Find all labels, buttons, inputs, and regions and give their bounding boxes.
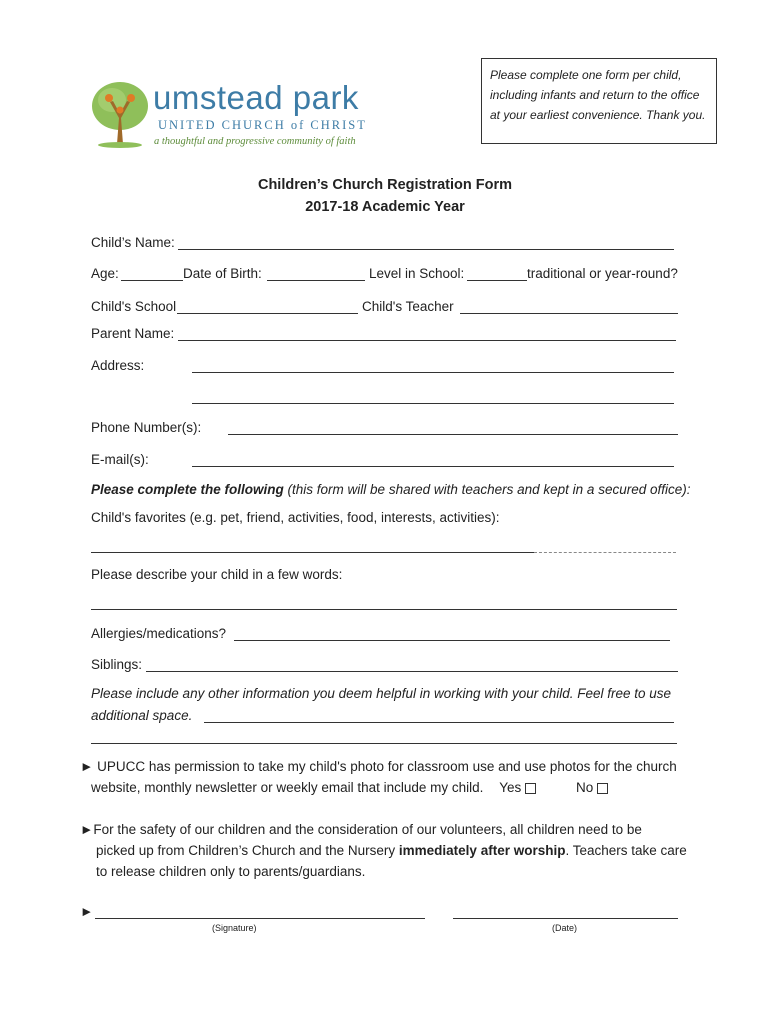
allergies-label: Allergies/medications? bbox=[91, 626, 227, 641]
other-info-line2: additional space. bbox=[91, 708, 193, 723]
photo-no-label: No bbox=[575, 780, 594, 795]
safety-line3: to release children only to parents/guardians. bbox=[96, 864, 366, 879]
photo-permission-line1: ► UPUCC has permission to take my child's photo for classroom use and use photos for the church bbox=[80, 759, 677, 774]
safety-line1: ►For the safety of our children and the consideration of our volunteers, all children need to be bbox=[80, 822, 642, 837]
form-title-line1: Children’s Church Registration Form bbox=[257, 177, 513, 193]
teacher-label: Child's Teacher bbox=[362, 299, 454, 314]
form-title-line2: 2017-18 Academic Year bbox=[305, 199, 465, 215]
photo-permission-text: website, monthly newsletter or weekly email that include my child. bbox=[91, 780, 484, 795]
photo-yes-label: Yes bbox=[499, 780, 522, 795]
following-bold: Please complete the following bbox=[91, 482, 284, 497]
describe-field[interactable] bbox=[91, 609, 677, 610]
date-caption: (Date) bbox=[552, 923, 578, 933]
favorites-field[interactable] bbox=[91, 552, 534, 553]
phone-field[interactable] bbox=[228, 434, 678, 435]
siblings-label: Siblings: bbox=[91, 657, 143, 672]
other-info-field-line1[interactable] bbox=[204, 722, 674, 723]
address-field-line2[interactable] bbox=[192, 403, 674, 404]
photo-yes-checkbox[interactable] bbox=[525, 783, 536, 794]
siblings-field[interactable] bbox=[146, 671, 678, 672]
email-label: E-mail(s): bbox=[91, 452, 149, 467]
child-name-label: Child’s Name: bbox=[91, 235, 175, 250]
level-suffix: traditional or year-round? bbox=[527, 266, 678, 281]
school-field[interactable] bbox=[177, 313, 358, 314]
safety-line2-post: . Teachers take care bbox=[565, 843, 687, 858]
dob-field[interactable] bbox=[267, 280, 365, 281]
date-field[interactable] bbox=[453, 918, 678, 919]
level-field[interactable] bbox=[467, 280, 527, 281]
following-instructions bbox=[91, 482, 690, 498]
allergies-field[interactable] bbox=[234, 640, 670, 641]
age-label: Age: bbox=[91, 266, 119, 281]
school-label: Child's School bbox=[91, 299, 177, 314]
form-title bbox=[0, 174, 770, 218]
safety-line2 bbox=[96, 843, 687, 859]
photo-permission-line2 bbox=[91, 780, 608, 796]
logo-tagline: a thoughtful and progressive community of faith bbox=[154, 136, 356, 147]
describe-label: Please describe your child in a few words: bbox=[91, 567, 343, 582]
parent-field[interactable] bbox=[178, 340, 676, 341]
other-info-field-line2[interactable] bbox=[91, 743, 677, 744]
safety-line2-pre: picked up from Children’s Church and the Nursery bbox=[96, 843, 399, 858]
logo-subtitle: UNITED CHURCH of CHRIST bbox=[158, 118, 367, 132]
favorites-label: Child's favorites (e.g. pet, friend, activities, food, interests, activities): bbox=[91, 510, 500, 525]
age-field[interactable] bbox=[121, 280, 183, 281]
instructions-notice: Please complete one form per child, including infants and return to the office at your earliest convenience. Thank you. bbox=[481, 58, 717, 144]
signature-caption: (Signature) bbox=[212, 923, 257, 933]
signature-arrow-icon: ► bbox=[80, 904, 94, 919]
parent-label: Parent Name: bbox=[91, 326, 175, 341]
other-info-line1: Please include any other information you deem helpful in working with your child. Feel free to use bbox=[91, 686, 672, 701]
address-field-line1[interactable] bbox=[192, 372, 674, 373]
phone-label: Phone Number(s): bbox=[91, 420, 202, 435]
child-name-field[interactable] bbox=[178, 249, 674, 250]
photo-no-checkbox[interactable] bbox=[597, 783, 608, 794]
church-tree-logo-icon bbox=[90, 80, 150, 148]
teacher-field[interactable] bbox=[460, 313, 678, 314]
following-rest: (this form will be shared with teachers and kept in a secured office): bbox=[283, 482, 691, 497]
safety-line2-bold: immediately after worship bbox=[398, 843, 566, 858]
logo-name: umstead park bbox=[153, 79, 359, 116]
signature-field[interactable] bbox=[95, 918, 425, 919]
email-field[interactable] bbox=[192, 466, 674, 467]
dob-label: Date of Birth: bbox=[183, 266, 262, 281]
level-label: Level in School: bbox=[369, 266, 465, 281]
favorites-field-extension[interactable] bbox=[534, 552, 676, 553]
address-label: Address: bbox=[91, 358, 145, 373]
